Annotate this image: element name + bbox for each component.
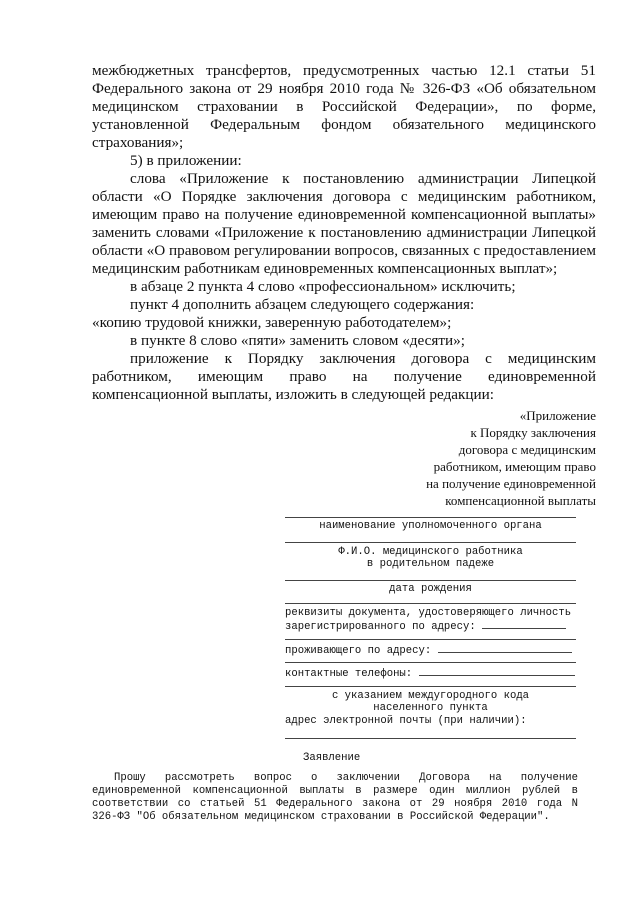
body-line: приложение к Порядку заключения договора с медицинским: [130, 350, 596, 367]
body-line: слова «Приложение к постановлению администрации Липецкой: [130, 170, 596, 187]
phones-text: контактные телефоны:: [285, 668, 413, 680]
body-line: установленной Федеральным фондом обязательного медицинского: [92, 116, 596, 133]
body-line: страхования»;: [92, 134, 184, 151]
annex-line: «Приложение: [519, 408, 596, 423]
residing-address-text: проживающего по адресу:: [285, 645, 432, 657]
fio-label: Ф.И.О. медицинского работника: [338, 546, 523, 558]
body-line: медицинским работникам единовременных компенсационных выплат»;: [92, 260, 558, 277]
body-line: пункт 4 дополнить абзацем следующего содержания:: [130, 296, 475, 313]
registered-address-field[interactable]: [482, 619, 566, 629]
residing-address-label: [285, 643, 572, 658]
field-line: [285, 542, 576, 543]
registered-address-label: [285, 619, 566, 634]
phones-field[interactable]: [419, 666, 575, 676]
body-line: Федерального закона от 29 ноября 2010 года № 326-ФЗ «Об обязательном: [92, 80, 596, 97]
application-line: Прошу рассмотреть вопрос о заключении Договора на получение: [114, 772, 578, 784]
item-5-heading: 5) в приложении:: [130, 152, 242, 169]
email-label: адрес электронной почты (при наличии):: [285, 715, 527, 727]
residing-address-field[interactable]: [438, 643, 572, 653]
application-line: единовременной компенсационной выплаты в размере один миллион рублей в: [92, 785, 578, 797]
field-line: [285, 580, 576, 581]
annex-line: компенсационной выплаты: [445, 493, 596, 508]
field-line: [285, 686, 576, 687]
annex-line: работником, имеющим право: [433, 459, 596, 474]
body-line: межбюджетных трансфертов, предусмотренных частью 12.1 статьи 51: [92, 62, 596, 79]
annex-header: [400, 407, 596, 509]
field-line: [285, 603, 576, 604]
annex-line: на получение единовременной: [426, 476, 596, 491]
application-line: 326-ФЗ "Об обязательном медицинском страховании в Российской Федерации".: [92, 811, 550, 823]
body-text: [92, 62, 596, 404]
body-line: работником, имеющим право на получение единовременной: [92, 368, 596, 385]
registered-address-text: зарегистрированного по адресу:: [285, 621, 476, 633]
fio-case-label: в родительном падеже: [366, 558, 495, 570]
application-title: Заявление: [303, 752, 361, 764]
body-line: области «О Порядке заключения договора с медицинским работником,: [92, 188, 596, 205]
body-line: «копию трудовой книжки, заверенную работодателем»;: [92, 314, 452, 331]
body-line: имеющим право на получение единовременной компенсационной выплаты»: [92, 206, 596, 223]
field-line: [285, 639, 576, 640]
phone-hint: с указанием междугородного кода: [331, 690, 530, 702]
field-line: [285, 738, 576, 739]
birth-date-label: дата рождения: [389, 583, 472, 595]
id-document-label: реквизиты документа, удостоверяющего личность: [285, 607, 572, 619]
annex-line: к Порядку заключения: [470, 425, 596, 440]
field-line: [285, 662, 576, 663]
body-line: в абзаце 2 пункта 4 слово «профессиональном» исключить;: [130, 278, 516, 295]
authority-label: наименование уполномоченного органа: [319, 520, 542, 532]
phone-hint: населенного пункта: [373, 702, 488, 714]
body-line: заменить словами «Приложение к постановлению администрации Липецкой: [92, 224, 596, 241]
application-text: [92, 772, 578, 824]
application-line: соответствии со статьей 51 Федерального закона от 29 ноября 2010 года N: [92, 798, 578, 810]
annex-line: договора с медицинским: [458, 442, 596, 457]
body-line: области «О правовом регулировании вопросов, связанных с предоставлением: [92, 242, 596, 259]
field-line: [285, 517, 576, 518]
body-line: компенсационной выплаты, изложить в следующей редакции:: [92, 386, 495, 403]
body-line: медицинском страховании в Российской Федерации», по форме,: [92, 98, 596, 115]
phones-label: [285, 666, 575, 681]
body-line: в пункте 8 слово «пяти» заменить словом «десяти»;: [130, 332, 465, 349]
